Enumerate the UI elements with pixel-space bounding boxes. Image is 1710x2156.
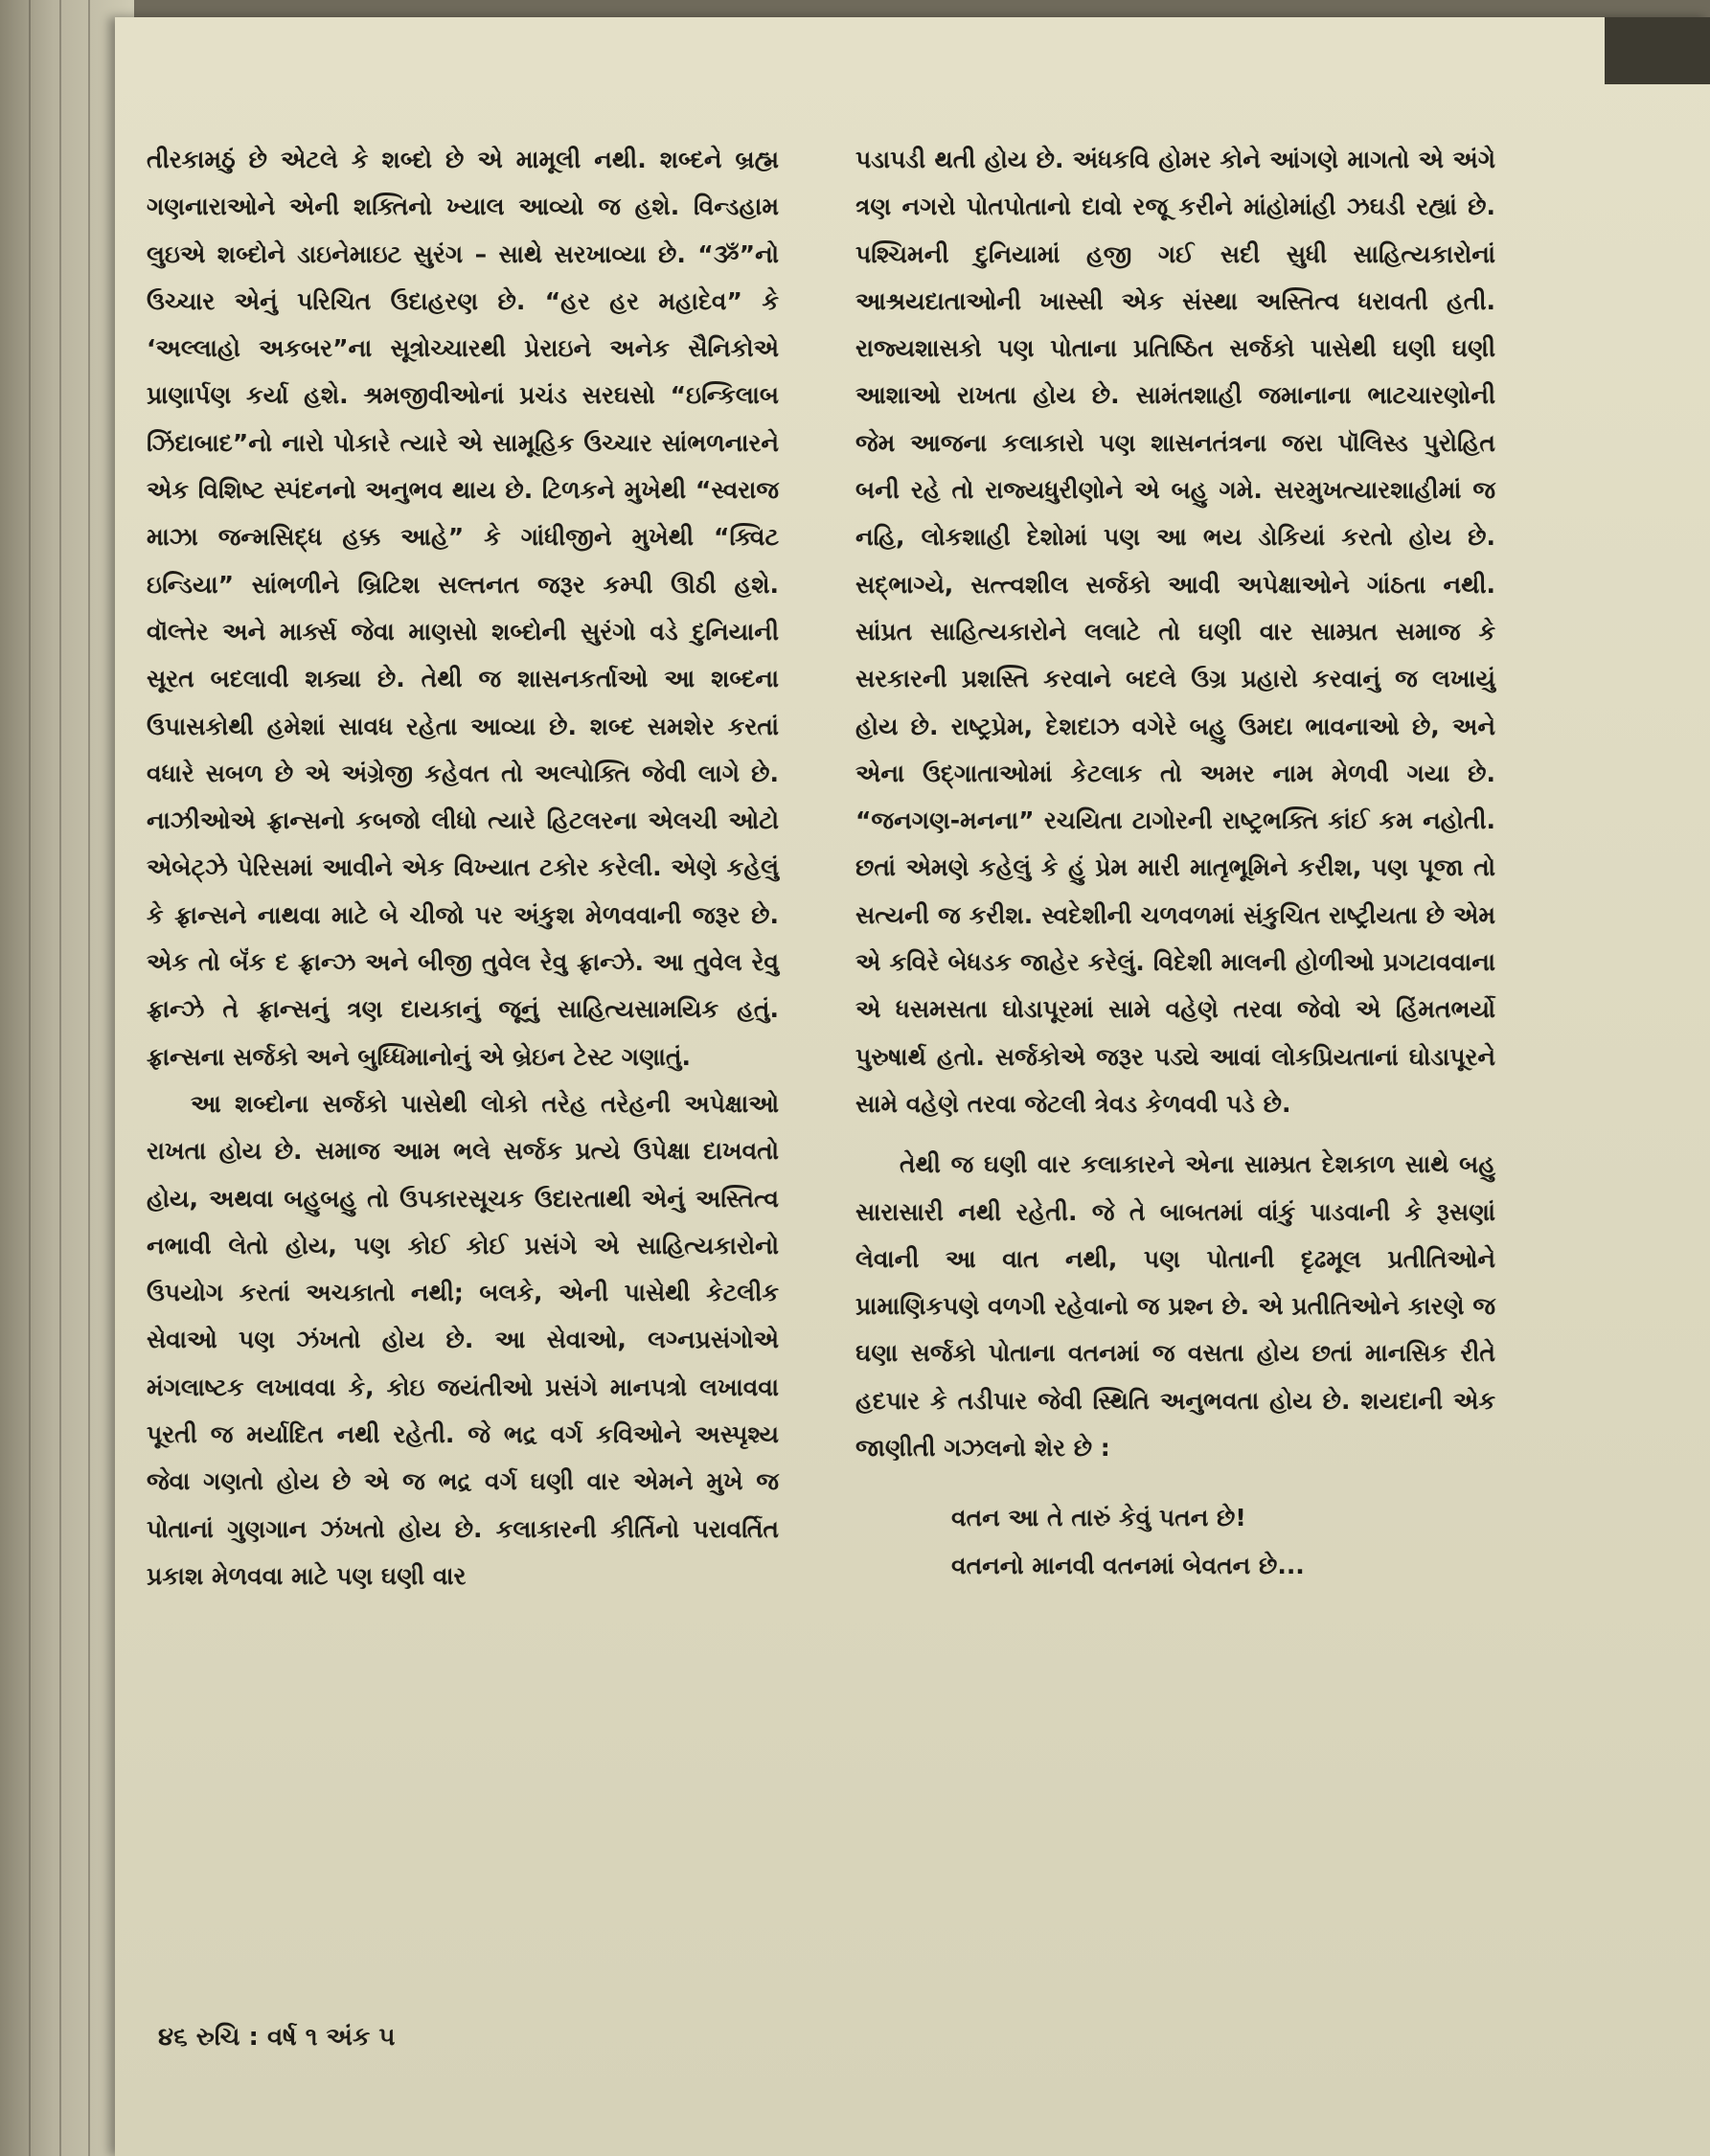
page-stack-line [88,0,90,2156]
verse-line: વતનનો માનવી વતનમાં બેવતન છે... [951,1552,1305,1580]
ghazal-verse [855,1494,1495,1590]
page-corner-shadow [1605,17,1710,84]
right-paragraph-2: તેથી જ ઘણી વાર કલાકારને એના સામ્પ્રત દેશકાળ સાથે બહુ સારાસારી નથી રહેતી. જે તે બાબતમાં વાંકું પાડવાની કે રૂસણાં લેવાની આ વાત નથી, પણ પોતાની દૃઢમૂલ પ્રતીતિઓને પ્રામાણિકપણે વળગી રહેવાનો જ પ્રશ્ન છે. એ પ્રતીતિઓને કારણે જ ઘણા સર્જકો પોતાના વતનમાં જ વસતા હોય છતાં માનસિક રીતે હદપાર કે તડીપાર જેવી સ્થિતિ અનુભવતા હોય છે. શયદાની એક જાણીતી ગઝલનો શેર છે : [855,1150,1495,1463]
right-paragraph-1: પડાપડી થતી હોય છે. અંધકવિ હોમર કોને આંગણે માગતો એ અંગે ત્રણ નગરો પોતપોતાનો દાવો રજૂ કરીને માંહોમાંહી ઝઘડી રહ્યાં છે. પશ્ચિમની દુનિયામાં હજી ગઈ સદી સુધી સાહિત્યકારોનાં આશ્રયદાતાઓની ખાસ્સી એક સંસ્થા અસ્તિત્વ ધરાવતી હતી. રાજ્યશાસકો પણ પોતાના પ્રતિષ્ઠિત સર્જકો પાસેથી ઘણી ઘણી આશાઓ રાખતા હોય છે. સામંતશાહી જમાનાના ભાટચારણોની જેમ આજના કલાકારો પણ શાસનતંત્રના જરા પૉલિસ્ડ પુરોહિત બની રહે તો રાજ્યધુરીણોને એ બહુ ગમે. સરમુખત્યારશાહીમાં જ નહિ, લોકશાહી દેશોમાં પણ આ ભય ડોકિયાં કરતો હોય છે. સદ્ભાગ્યે, સત્ત્વશીલ સર્જકો આવી અપેક્ષાઓને ગાંઠતા નથી. સાંપ્રત સાહિત્યકારોને લલાટે તો ઘણી વાર સામ્પ્રત સમાજ કે સરકારની પ્રશસ્તિ કરવાને બદલે ઉગ્ર પ્રહારો કરવાનું જ લખાયું હોય છે. રાષ્ટ્રપ્રેમ, દેશદાઝ વગેરે બહુ ઉમદા ભાવનાઓ છે, અને એના ઉદ્ગાતાઓમાં કેટલાક તો અમર નામ મેળવી ગયા છે. “જનગણ-મનના” રચયિતા ટાગોરની રાષ્ટ્રભક્તિ કાંઈ કમ નહોતી. છતાં એમણે કહેલું કે હું પ્રેમ મારી માતૃભૂમિને કરીશ, પણ પૂજા તો સત્યની જ કરીશ. સ્વદેશીની ચળવળમાં સંકુચિત રાષ્ટ્રીયતા છે એમ એ કવિરે બેધડક જાહેર કરેલું. વિદેશી માલની હોળીઓ પ્રગટાવવાના એ ધસમસતા ઘોડાપૂરમાં સામે વહેણે તરવા જેવો એ હિંમતભર્યો પુરુષાર્થ હતો. સર્જકોએ જરૂર પડ્યે આવાં લોકપ્રિયતાનાં ઘોડાપૂરને સામે વહેણે તરવા જેટલી ત્રેવડ કેળવવી પડે છે. [855,146,1495,1118]
page-stack-edge [0,0,134,2156]
verse-line: વતન આ તે તારું કેવું પતન છે! [951,1504,1246,1532]
page-stack-line [29,0,31,2156]
left-paragraph-2: આ શબ્દોના સર્જકો પાસેથી લોકો તરેહ તરેહની અપેક્ષાઓ રાખતા હોય છે. સમાજ આમ ભલે સર્જક પ્રત્યે ઉપેક્ષા દાખવતો હોય, અથવા બહુબહુ તો ઉપકારસૂચક ઉદારતાથી એનું અસ્તિત્વ નભાવી લેતો હોય, પણ કોઈ કોઈ પ્રસંગે એ સાહિત્યકારોનો ઉપયોગ કરતાં અચકાતો નથી; બલકે, એની પાસેથી કેટલીક સેવાઓ પણ ઝંખતો હોય છે. આ સેવાઓ, લગ્નપ્રસંગોએ મંગલાષ્ટક લખાવવા કે, કોઇ જયંતીઓ પ્રસંગે માનપત્રો લખાવવા પૂરતી જ મર્યાદિત નથી રહેતી. જે ભદ્ર વર્ગ કવિઓને અસ્પૃશ્ય જેવા ગણતો હોય છે એ જ ભદ્ર વર્ગ ઘણી વાર એમને મુખે જ પોતાનાં ગુણગાન ઝંખતો હોય છે. કલાકારની કીર્તિનો પરાવર્તિત પ્રકાશ મેળવવા માટે પણ ઘણી વાર [147,1089,779,1590]
right-text-column [855,136,1495,1590]
left-text-column [147,136,779,1600]
page-stack-line [59,0,61,2156]
left-paragraph-1: તીરકામઠું છે એટલે કે શબ્દો છે એ મામૂલી નથી. શબ્દને બ્રહ્મ ગણનારાઓને એની શક્તિનો ખ્યાલ આવ્યો જ હશે. વિન્ડહામ લુઇએ શબ્દોને ડાઇનેમાઇટ સુરંગ – સાથે સરખાવ્યા છે. “ૐ”નો ઉચ્ચાર એનું પરિચિત ઉદાહરણ છે. “હર હર મહાદેવ” કે ‘અલ્લાહો અકબર”ના સૂત્રોચ્ચારથી પ્રેરાઇને અનેક સૈનિકોએ પ્રાણાર્પણ કર્યા હશે. શ્રમજીવીઓનાં પ્રચંડ સરઘસો “ઇન્કિલાબ ઝિંદાબાદ”નો નારો પોકારે ત્યારે એ સામૂહિક ઉચ્ચાર સાંભળનારને એક વિશિષ્ટ સ્પંદનનો અનુભવ થાય છે. ટિળકને મુખેથી “સ્વરાજ માઝા જન્મસિદ્ધ હક્ક આહે” કે ગાંધીજીને મુખેથી “ક્વિટ ઇન્ડિયા” સાંભળીને બ્રિટિશ સલ્તનત જરૂર કમ્પી ઊઠી હશે. વૉલ્તેર અને માર્ક્સ જેવા માણસો શબ્દોની સુરંગો વડે દુનિયાની સૂરત બદલાવી શક્યા છે. તેથી જ શાસનકર્તાઓ આ શબ્દના ઉપાસકોથી હમેશાં સાવધ રહેતા આવ્યા છે. શબ્દ સમશેર કરતાં વધારે સબળ છે એ અંગ્રેજી કહેવત તો અલ્પોક્તિ જેવી લાગે છે. નાઝીઓએ ફ્રાન્સનો કબજો લીધો ત્યારે હિટલરના એલચી ઓટો એબેટ્ઝે પેરિસમાં આવીને એક વિખ્યાત ટકોર કરેલી. એણે કહેલું કે ફ્રાન્સને નાથવા માટે બે ચીજો પર અંકુશ મેળવવાની જરૂર છે. એક તો બૅંક દ ફ્રાન્ઝ અને બીજી તુવેલ રેવુ ફ્રાન્ઝે. આ તુવેલ રેવુ ફ્રાન્ઝે તે ફ્રાન્સનું ત્રણ દાયકાનું જૂનું સાહિત્યસામયિક હતું. ફ્રાન્સના સર્જકો અને બુધ્ધિમાનોનું એ બ્રેઇન ટેસ્ટ ગણાતું. [147,146,779,1071]
page-footer: ૪૬ રુચિ : વર્ષ ૧ અંક ૫ [158,2023,396,2052]
